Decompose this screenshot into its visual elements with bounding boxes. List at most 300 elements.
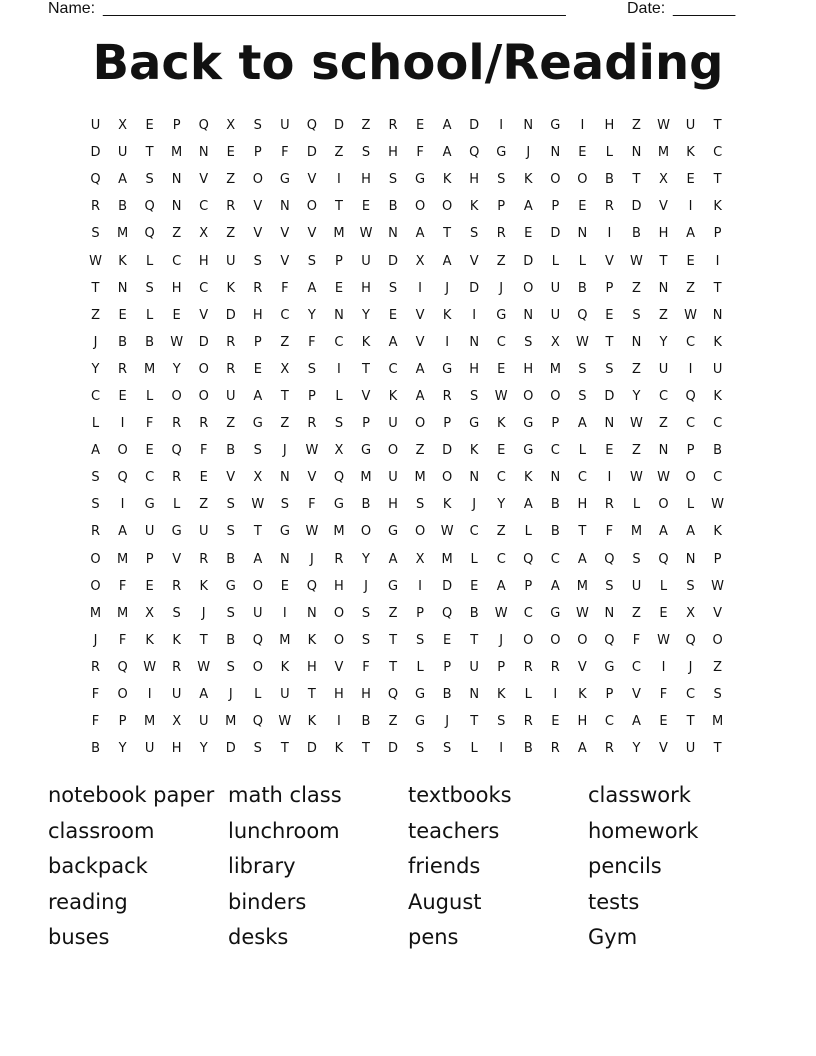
grid-letter: N <box>658 443 669 459</box>
grid-letter: B <box>118 199 128 215</box>
grid-letter: V <box>469 253 479 269</box>
grid-letter: S <box>415 632 425 648</box>
grid-row <box>82 220 732 247</box>
grid-letter: S <box>686 578 695 594</box>
grid-letter: J <box>472 497 477 513</box>
grid-letter: S <box>713 687 722 703</box>
word-bank-item: August <box>408 889 482 914</box>
grid-letter: T <box>632 172 641 188</box>
grid-letter: R <box>604 199 614 215</box>
grid-letter: I <box>418 578 422 594</box>
grid-letter: D <box>523 253 534 269</box>
grid-letter: X <box>172 714 182 730</box>
grid-letter: N <box>117 280 128 296</box>
grid-letter: Z <box>632 443 641 459</box>
grid-letter: I <box>580 118 585 134</box>
grid-letter: P <box>443 659 452 675</box>
grid-letter: V <box>415 307 425 323</box>
grid-letter: E <box>334 280 344 296</box>
grid-letter: G <box>388 524 399 540</box>
grid-letter: A <box>577 741 587 757</box>
grid-letter: L <box>578 443 586 459</box>
grid-letter: J <box>499 280 504 296</box>
grid-letter: A <box>442 145 452 161</box>
word-bank <box>48 778 768 956</box>
grid-letter: W <box>575 334 589 350</box>
grid-letter: E <box>605 307 614 323</box>
grid-letter: S <box>253 443 262 459</box>
grid-letter: B <box>91 741 100 757</box>
grid-letter: I <box>337 361 341 377</box>
grid-letter: N <box>550 145 561 161</box>
grid-letter: F <box>605 524 614 540</box>
grid-letter: Q <box>117 659 128 675</box>
grid-letter: E <box>388 307 398 323</box>
grid-letter: M <box>171 145 183 161</box>
grid-letter: T <box>470 714 479 730</box>
grid-letter: Y <box>199 741 208 757</box>
grid-letter: Z <box>334 145 344 161</box>
grid-letter: A <box>415 388 425 404</box>
grid-letter: U <box>198 714 209 730</box>
grid-letter: H <box>577 714 588 730</box>
grid-letter: I <box>282 605 287 621</box>
grid-letter: S <box>361 145 371 161</box>
grid-letter: U <box>280 118 290 134</box>
grid-letter: L <box>173 497 181 513</box>
grid-row <box>82 383 732 410</box>
grid-letter: B <box>226 551 236 567</box>
grid-letter: B <box>388 199 398 215</box>
grid-letter: Q <box>658 551 669 567</box>
word-bank-item: backpack <box>48 854 148 879</box>
grid-letter: S <box>253 253 262 269</box>
grid-letter: R <box>442 388 452 404</box>
grid-letter: X <box>145 605 155 621</box>
grid-letter: T <box>280 388 289 404</box>
grid-letter: M <box>279 632 291 648</box>
grid-letter: T <box>713 280 722 296</box>
grid-letter: A <box>659 524 668 540</box>
grid-letter: M <box>549 361 561 377</box>
grid-letter: D <box>225 307 236 323</box>
grid-row <box>82 356 732 383</box>
grid-row <box>82 410 732 437</box>
grid-letter: C <box>686 416 696 432</box>
grid-letter: W <box>359 226 373 242</box>
grid-letter: T <box>578 524 587 540</box>
grid-letter: A <box>686 524 695 540</box>
grid-letter: F <box>281 145 289 161</box>
grid-letter: U <box>253 605 263 621</box>
grid-letter: T <box>713 118 722 134</box>
grid-letter: G <box>144 497 155 513</box>
grid-letter: S <box>388 280 398 296</box>
word-bank-item: friends <box>408 854 481 879</box>
grid-letter: A <box>415 361 425 377</box>
grid-letter: C <box>280 307 290 323</box>
grid-letter: S <box>226 605 235 621</box>
grid-letter: C <box>550 443 560 459</box>
grid-letter: C <box>523 605 533 621</box>
grid-letter: U <box>712 361 723 377</box>
grid-letter: I <box>715 253 720 269</box>
word-bank-item: notebook paper <box>48 783 215 807</box>
grid-letter: K <box>172 632 181 648</box>
grid-letter: T <box>605 334 614 350</box>
grid-letter: U <box>388 470 398 486</box>
grid-letter: G <box>333 497 344 513</box>
grid-letter: S <box>361 632 371 648</box>
grid-letter: R <box>91 659 101 675</box>
grid-letter: A <box>253 388 263 404</box>
grid-letter: K <box>307 714 317 730</box>
grid-letter: F <box>308 334 316 350</box>
grid-letter: G <box>252 416 263 432</box>
grid-letter: K <box>442 172 452 188</box>
grid-letter: A <box>442 253 452 269</box>
grid-letter: B <box>550 524 560 540</box>
grid-letter: N <box>171 199 182 215</box>
grid-letter: U <box>226 388 236 404</box>
grid-letter: S <box>470 226 479 242</box>
grid-letter: D <box>90 145 101 161</box>
grid-letter: U <box>226 253 236 269</box>
grid-letter: N <box>550 470 561 486</box>
grid-letter: W <box>170 334 184 350</box>
grid-letter: E <box>361 199 371 215</box>
grid-letter: L <box>686 497 695 513</box>
grid-letter: X <box>659 172 668 188</box>
grid-letter: M <box>89 605 102 621</box>
grid-letter: P <box>253 334 262 350</box>
grid-letter: P <box>497 659 506 675</box>
grid-letter: G <box>415 687 426 703</box>
grid-letter: S <box>307 361 317 377</box>
grid-letter: O <box>523 280 534 296</box>
grid-letter: Z <box>226 226 236 242</box>
grid-letter: X <box>118 118 128 134</box>
grid-letter: T <box>307 687 316 703</box>
grid-letter: V <box>415 334 425 350</box>
grid-letter: C <box>199 280 209 296</box>
grid-letter: Q <box>387 687 399 703</box>
grid-letter: J <box>364 578 368 594</box>
grid-letter: Z <box>415 443 425 459</box>
grid-row <box>82 600 732 627</box>
grid-letter: J <box>309 551 314 567</box>
grid-letter: E <box>145 443 154 459</box>
grid-letter: O <box>117 687 128 703</box>
grid-letter: E <box>686 253 695 269</box>
grid-letter: V <box>307 172 317 188</box>
date-label: Date: <box>627 0 666 17</box>
grid-letter: S <box>605 361 614 377</box>
grid-letter: T <box>199 632 208 648</box>
grid-letter: P <box>362 416 370 432</box>
grid-letter: S <box>497 714 506 730</box>
grid-letter: D <box>198 334 209 350</box>
grid-letter: V <box>307 226 317 242</box>
grid-letter: K <box>388 388 398 404</box>
grid-letter: W <box>494 605 508 621</box>
grid-letter: B <box>550 497 560 513</box>
grid-letter: H <box>469 172 480 188</box>
grid-letter: C <box>334 334 344 350</box>
grid-letter: R <box>91 524 101 540</box>
grid-letter: W <box>657 632 670 648</box>
grid-letter: W <box>711 578 725 594</box>
grid-letter: C <box>713 470 723 486</box>
grid-letter: I <box>147 687 152 703</box>
grid-letter: Y <box>118 741 127 757</box>
grid-letter: S <box>632 551 641 567</box>
grid-letter: Q <box>577 307 588 323</box>
grid-letter: H <box>334 687 344 703</box>
grid-letter: G <box>496 145 507 161</box>
grid-letter: P <box>145 551 154 567</box>
grid-letter: N <box>198 145 209 161</box>
grid-letter: O <box>333 605 345 621</box>
grid-letter: L <box>145 388 154 404</box>
grid-row <box>82 166 732 193</box>
grid-letter: Q <box>604 632 615 648</box>
grid-letter: U <box>550 307 561 323</box>
grid-letter: N <box>604 605 615 621</box>
grid-letter: G <box>279 524 290 540</box>
grid-letter: H <box>388 145 398 161</box>
grid-letter: V <box>280 226 290 242</box>
grid-letter: J <box>688 659 693 675</box>
grid-letter: R <box>253 280 263 296</box>
grid-letter: A <box>577 551 587 567</box>
name-field-line: ____________________________________________________ <box>103 0 566 17</box>
grid-letter: R <box>334 551 344 567</box>
grid-letter: S <box>415 497 425 513</box>
grid-letter: F <box>118 632 127 648</box>
word-bank-item: math class <box>228 783 342 807</box>
grid-row <box>82 546 732 573</box>
grid-letter: U <box>90 118 101 134</box>
grid-letter: T <box>91 280 100 296</box>
grid-letter: P <box>524 578 533 594</box>
grid-letter: R <box>226 334 236 350</box>
grid-letter: H <box>171 741 182 757</box>
grid-letter: E <box>145 578 154 594</box>
grid-letter: M <box>116 226 129 242</box>
grid-letter: P <box>253 145 262 161</box>
grid-letter: L <box>416 659 424 675</box>
grid-letter: L <box>335 388 343 404</box>
grid-letter: N <box>631 145 642 161</box>
grid-letter: V <box>226 470 236 486</box>
grid-row <box>82 518 732 545</box>
grid-letter: C <box>496 470 506 486</box>
grid-letter: O <box>117 443 128 459</box>
grid-letter: O <box>198 388 209 404</box>
grid-letter: Q <box>333 470 345 486</box>
grid-letter: Y <box>172 361 181 377</box>
grid-letter: A <box>91 443 100 459</box>
grid-row <box>82 275 732 302</box>
grid-letter: K <box>496 416 506 432</box>
grid-letter: C <box>604 714 614 730</box>
grid-letter: R <box>604 497 614 513</box>
grid-letter: O <box>306 199 318 215</box>
grid-letter: W <box>494 388 508 404</box>
grid-letter: K <box>118 253 127 269</box>
word-bank-item: binders <box>228 889 307 914</box>
word-bank-item: classroom <box>48 818 155 843</box>
grid-letter: L <box>145 253 154 269</box>
grid-letter: C <box>713 416 723 432</box>
grid-letter: F <box>91 687 100 703</box>
grid-row <box>82 139 732 166</box>
grid-letter: A <box>577 416 587 432</box>
letter-grid <box>82 112 732 762</box>
grid-letter: A <box>686 226 695 242</box>
grid-letter: A <box>118 172 128 188</box>
grid-letter: F <box>281 280 289 296</box>
grid-letter: O <box>360 524 372 540</box>
grid-letter: O <box>523 632 534 648</box>
grid-letter: Y <box>632 741 641 757</box>
grid-letter: A <box>118 524 128 540</box>
grid-letter: M <box>116 605 129 621</box>
grid-letter: W <box>278 714 292 730</box>
grid-letter: A <box>442 118 452 134</box>
grid-letter: K <box>280 659 290 675</box>
grid-letter: V <box>659 741 668 757</box>
grid-letter: B <box>226 443 236 459</box>
grid-letter: O <box>198 361 209 377</box>
grid-letter: F <box>632 632 641 648</box>
grid-letter: G <box>360 443 372 459</box>
grid-letter: A <box>523 199 533 215</box>
grid-letter: O <box>442 199 453 215</box>
grid-letter: K <box>469 199 479 215</box>
grid-letter: T <box>470 632 479 648</box>
grid-letter: B <box>469 605 479 621</box>
grid-letter: C <box>713 145 723 161</box>
grid-letter: C <box>145 470 155 486</box>
grid-letter: U <box>280 687 290 703</box>
grid-letter: S <box>280 497 289 513</box>
grid-letter: V <box>307 470 317 486</box>
grid-letter: V <box>199 172 209 188</box>
grid-letter: G <box>469 416 480 432</box>
grid-letter: S <box>388 172 398 188</box>
grid-letter: M <box>116 551 129 567</box>
grid-letter: I <box>688 199 693 215</box>
grid-letter: E <box>578 199 587 215</box>
grid-letter: X <box>686 605 695 621</box>
grid-letter: T <box>713 741 722 757</box>
grid-letter: B <box>118 334 128 350</box>
grid-letter: A <box>199 687 209 703</box>
grid-letter: K <box>524 470 533 486</box>
grid-row <box>82 627 732 654</box>
word-bank-item: textbooks <box>408 783 512 807</box>
grid-letter: E <box>172 307 181 323</box>
grid-letter: O <box>658 497 669 513</box>
grid-letter: X <box>199 226 209 242</box>
grid-letter: P <box>551 416 560 432</box>
grid-letter: K <box>713 334 722 350</box>
grid-letter: S <box>415 741 425 757</box>
grid-letter: N <box>658 280 669 296</box>
word-bank-item: reading <box>48 889 128 914</box>
grid-letter: T <box>713 172 722 188</box>
grid-letter: V <box>713 605 723 621</box>
grid-letter: O <box>90 551 101 567</box>
grid-letter: V <box>253 199 263 215</box>
grid-letter: O <box>550 172 561 188</box>
grid-letter: Y <box>497 497 506 513</box>
grid-row <box>82 247 732 274</box>
grid-letter: G <box>604 659 615 675</box>
grid-letter: I <box>120 497 125 513</box>
grid-letter: V <box>280 253 290 269</box>
grid-row <box>82 437 732 464</box>
grid-letter: E <box>605 443 614 459</box>
word-bank-item: tests <box>588 889 640 914</box>
grid-letter: F <box>416 145 424 161</box>
grid-letter: Z <box>632 280 641 296</box>
grid-letter: G <box>388 578 399 594</box>
grid-letter: F <box>118 578 127 594</box>
grid-letter: G <box>415 714 426 730</box>
grid-letter: N <box>279 551 290 567</box>
grid-row <box>82 491 732 518</box>
grid-letter: F <box>199 443 208 459</box>
grid-letter: U <box>685 741 696 757</box>
grid-letter: E <box>118 307 127 323</box>
grid-letter: R <box>199 416 209 432</box>
grid-letter: B <box>604 172 614 188</box>
grid-letter: Z <box>226 172 236 188</box>
grid-letter: K <box>226 280 236 296</box>
grid-letter: T <box>253 524 262 540</box>
grid-letter: V <box>361 388 371 404</box>
grid-letter: N <box>279 470 290 486</box>
grid-letter: I <box>337 714 341 730</box>
grid-letter: N <box>334 307 344 323</box>
grid-letter: O <box>685 470 696 486</box>
grid-letter: T <box>686 714 695 730</box>
grid-letter: P <box>605 687 614 703</box>
grid-letter: C <box>469 524 479 540</box>
grid-letter: O <box>90 578 101 594</box>
page-title: Back to school/Reading <box>92 35 724 91</box>
grid-letter: G <box>442 361 453 377</box>
grid-letter: S <box>524 334 533 350</box>
grid-letter: O <box>252 659 263 675</box>
grid-letter: Y <box>659 334 668 350</box>
grid-letter: Q <box>685 388 696 404</box>
grid-letter: O <box>252 172 263 188</box>
grid-letter: D <box>306 145 317 161</box>
grid-letter: C <box>496 334 506 350</box>
grid-letter: H <box>604 118 615 134</box>
grid-letter: Z <box>496 524 506 540</box>
grid-letter: U <box>550 280 561 296</box>
grid-letter: S <box>91 497 100 513</box>
grid-letter: K <box>469 443 479 459</box>
grid-letter: N <box>631 334 642 350</box>
grid-letter: Z <box>226 416 236 432</box>
grid-letter: L <box>470 741 478 757</box>
